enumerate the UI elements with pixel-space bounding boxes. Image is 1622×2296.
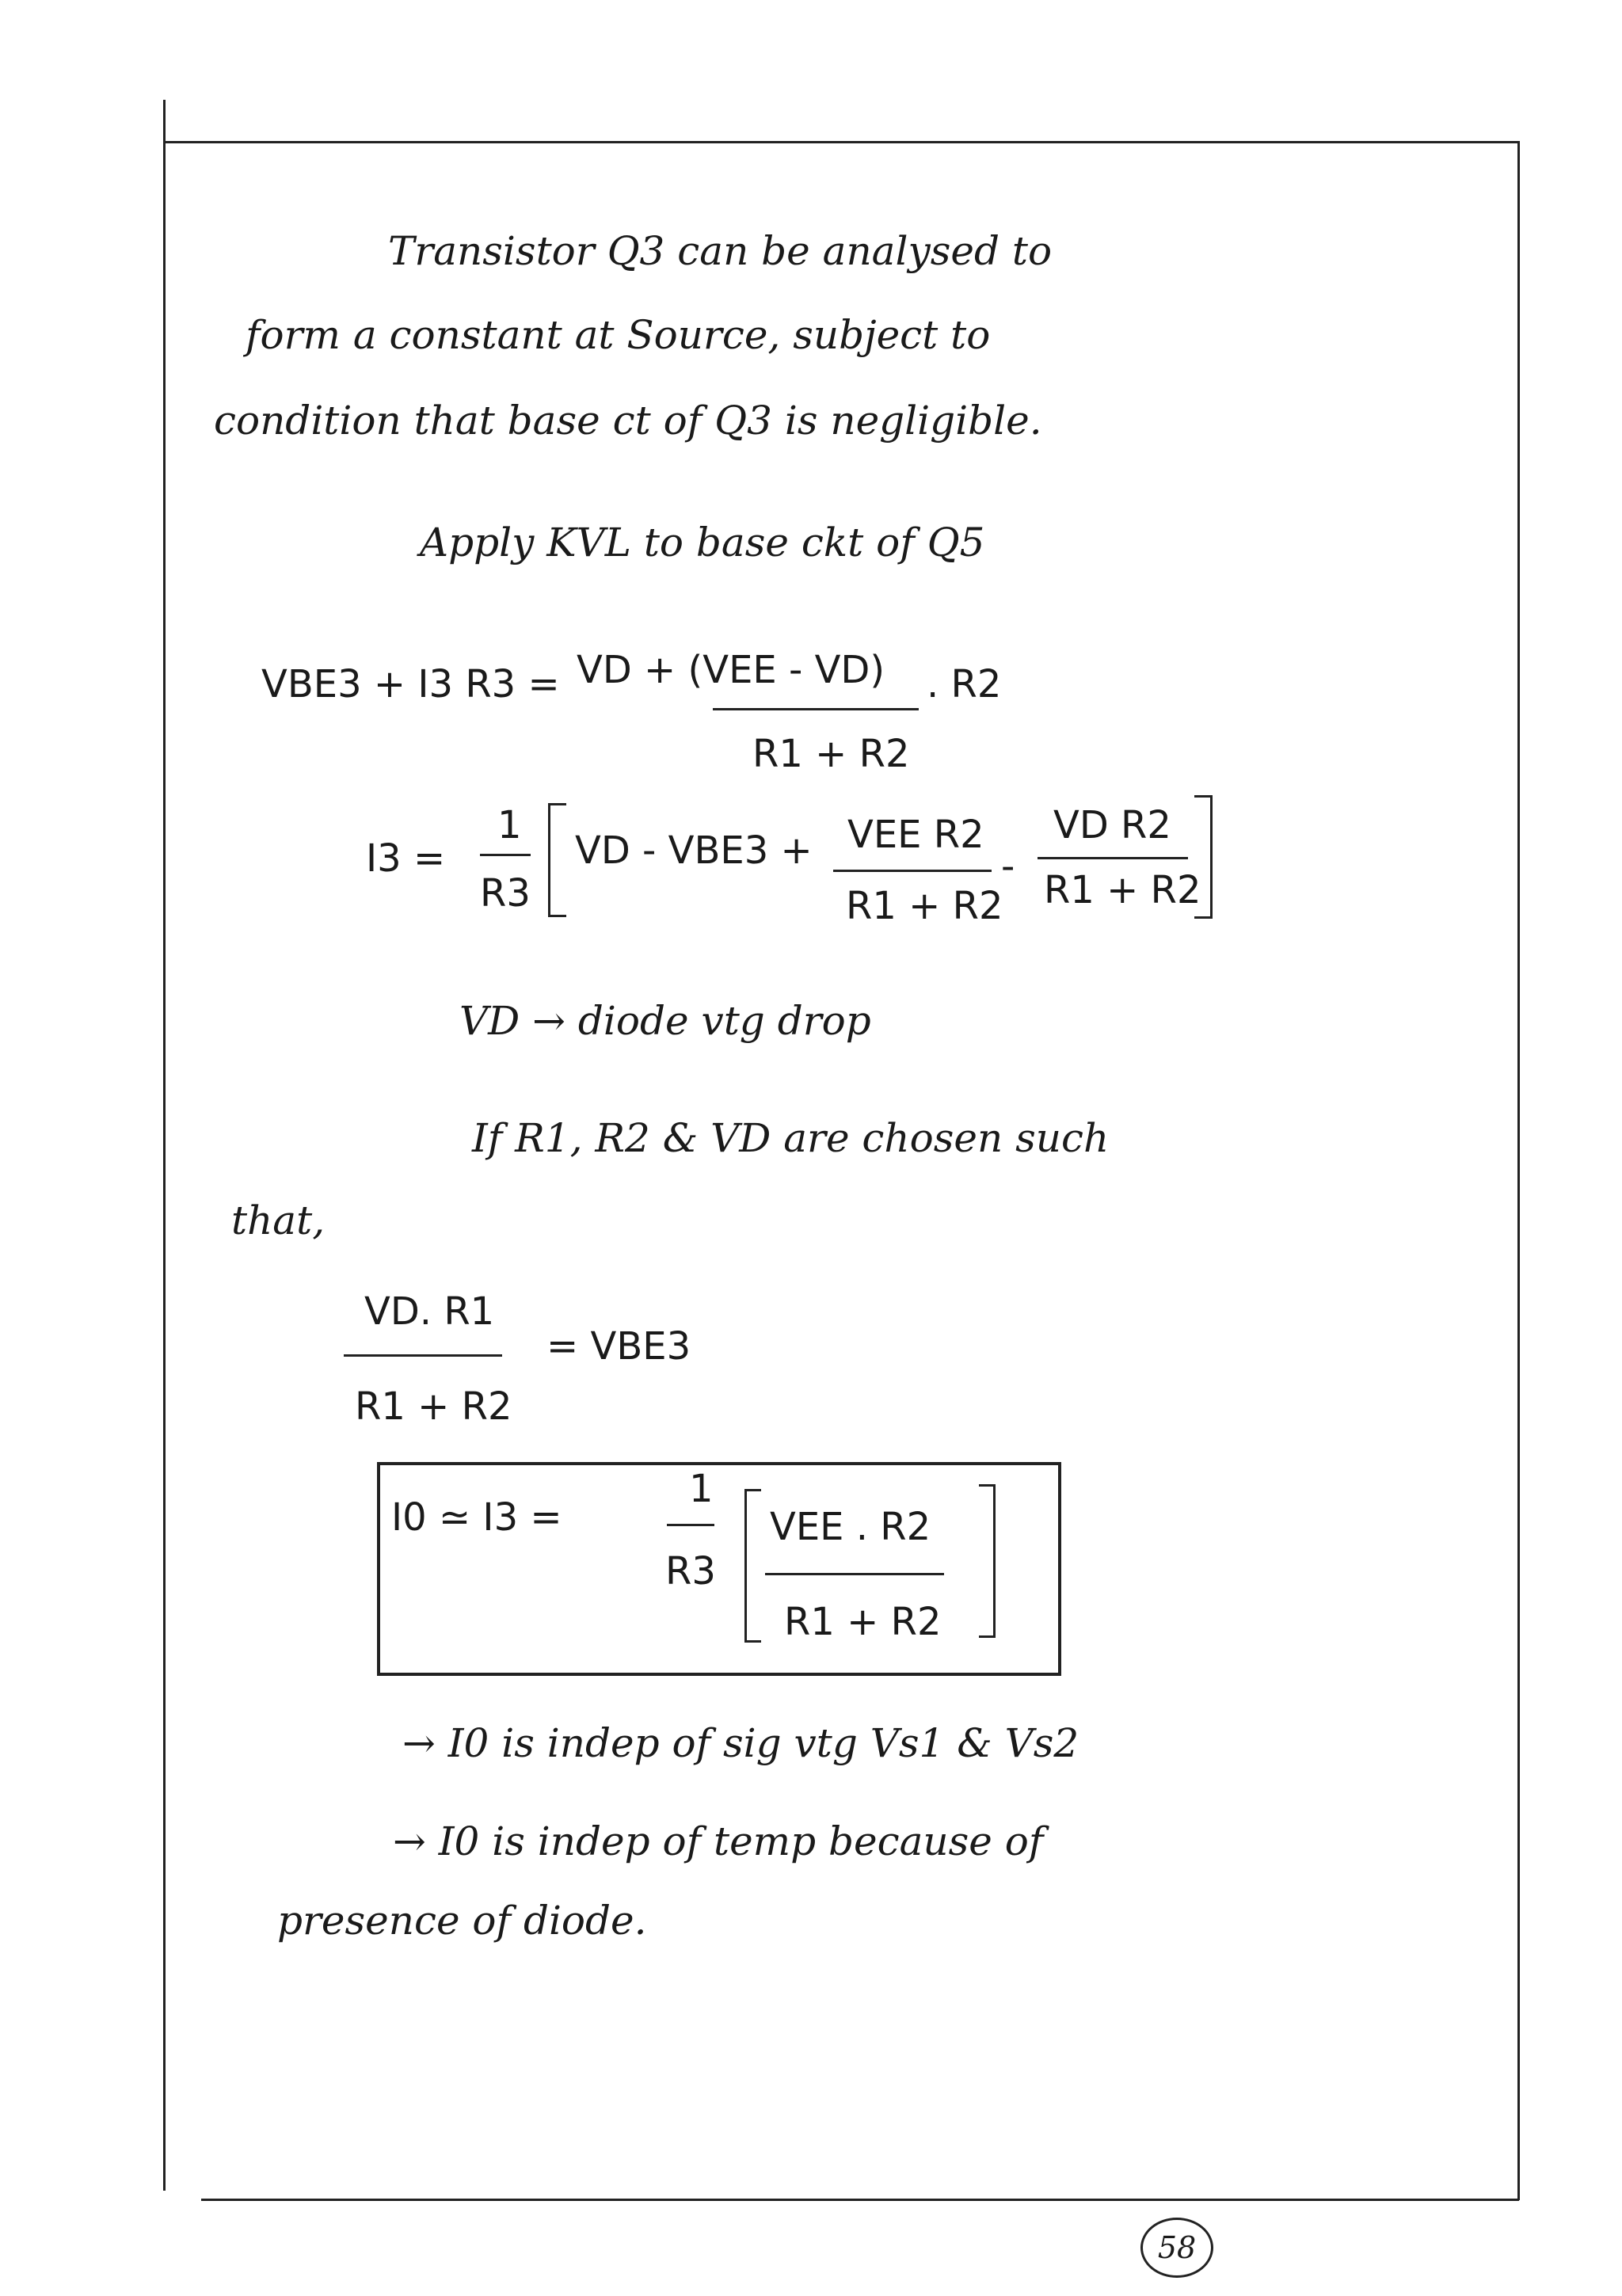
- eq3-numerator: VD. R1: [364, 1289, 495, 1334]
- result-frac-denominator: R3: [665, 1549, 716, 1593]
- eq2-term2-bar: [833, 870, 992, 872]
- eq1-rhs-tail: . R2: [927, 662, 1002, 706]
- kvl-heading: Apply KVL to base ckt of Q5: [420, 520, 985, 565]
- choice-line-2: that,: [231, 1197, 326, 1243]
- eq2-term3-numerator: VD R2: [1053, 803, 1171, 847]
- eq2-term2-numerator: VEE R2: [847, 813, 984, 857]
- choice-line-1: If R1, R2 & VD are chosen such: [472, 1115, 1110, 1161]
- eq2-term2-denominator: R1 + R2: [846, 884, 1003, 928]
- intro-line-1: Transistor Q3 can be analysed to: [388, 228, 1053, 274]
- eq2-frac-bar: [480, 854, 531, 856]
- bullet-2: → I0 is indep of temp because of: [393, 1818, 1044, 1864]
- eq1-lhs: VBE3 + I3 R3 =: [261, 662, 560, 706]
- result-frac-numerator: 1: [689, 1467, 714, 1511]
- eq2-minus: -: [1001, 844, 1015, 889]
- page-border-left: [163, 100, 166, 2191]
- result-lhs: I0 ≃ I3 =: [391, 1495, 562, 1540]
- eq2-term3-bar: [1038, 857, 1188, 859]
- eq3-rhs: = VBE3: [546, 1324, 691, 1369]
- eq3-denominator: R1 + R2: [355, 1384, 512, 1429]
- result-left-bracket: [744, 1489, 761, 1643]
- page-border-top: [163, 141, 1519, 143]
- bullet-2-continued: presence of diode.: [277, 1898, 647, 1944]
- eq2-term3-denominator: R1 + R2: [1044, 868, 1201, 912]
- page-border-right: [1517, 141, 1520, 2200]
- eq2-frac-numerator: 1: [497, 803, 522, 847]
- result-inner-bar: [765, 1573, 944, 1575]
- eq2-left-bracket: [548, 803, 566, 917]
- intro-line-3: condition that base ct of Q3 is negligible.: [214, 398, 1042, 444]
- eq3-fraction-bar: [344, 1354, 502, 1357]
- page-border-bottom: [201, 2199, 1519, 2201]
- result-box: [377, 1462, 1061, 1676]
- eq2-frac-denominator: R3: [480, 871, 531, 916]
- result-frac-bar: [667, 1524, 714, 1526]
- eq1-rhs-denominator: R1 + R2: [752, 732, 910, 776]
- eq2-right-bracket: [1194, 795, 1213, 919]
- page-number: 58: [1140, 2218, 1213, 2278]
- eq2-term1: VD - VBE3 +: [575, 828, 813, 873]
- bullet-1: → I0 is indep of sig vtg Vs1 & Vs2: [402, 1720, 1079, 1766]
- vd-note: VD → diode vtg drop: [459, 998, 871, 1044]
- eq1-fraction-bar: [713, 708, 919, 710]
- result-inner-denominator: R1 + R2: [784, 1600, 942, 1644]
- result-inner-numerator: VEE . R2: [770, 1505, 931, 1549]
- eq2-lhs: I3 =: [366, 836, 446, 881]
- result-right-bracket: [979, 1484, 996, 1638]
- intro-line-2: form a constant at Source, subject to: [246, 312, 991, 358]
- eq1-rhs-numerator: VD + (VEE - VD): [577, 648, 885, 692]
